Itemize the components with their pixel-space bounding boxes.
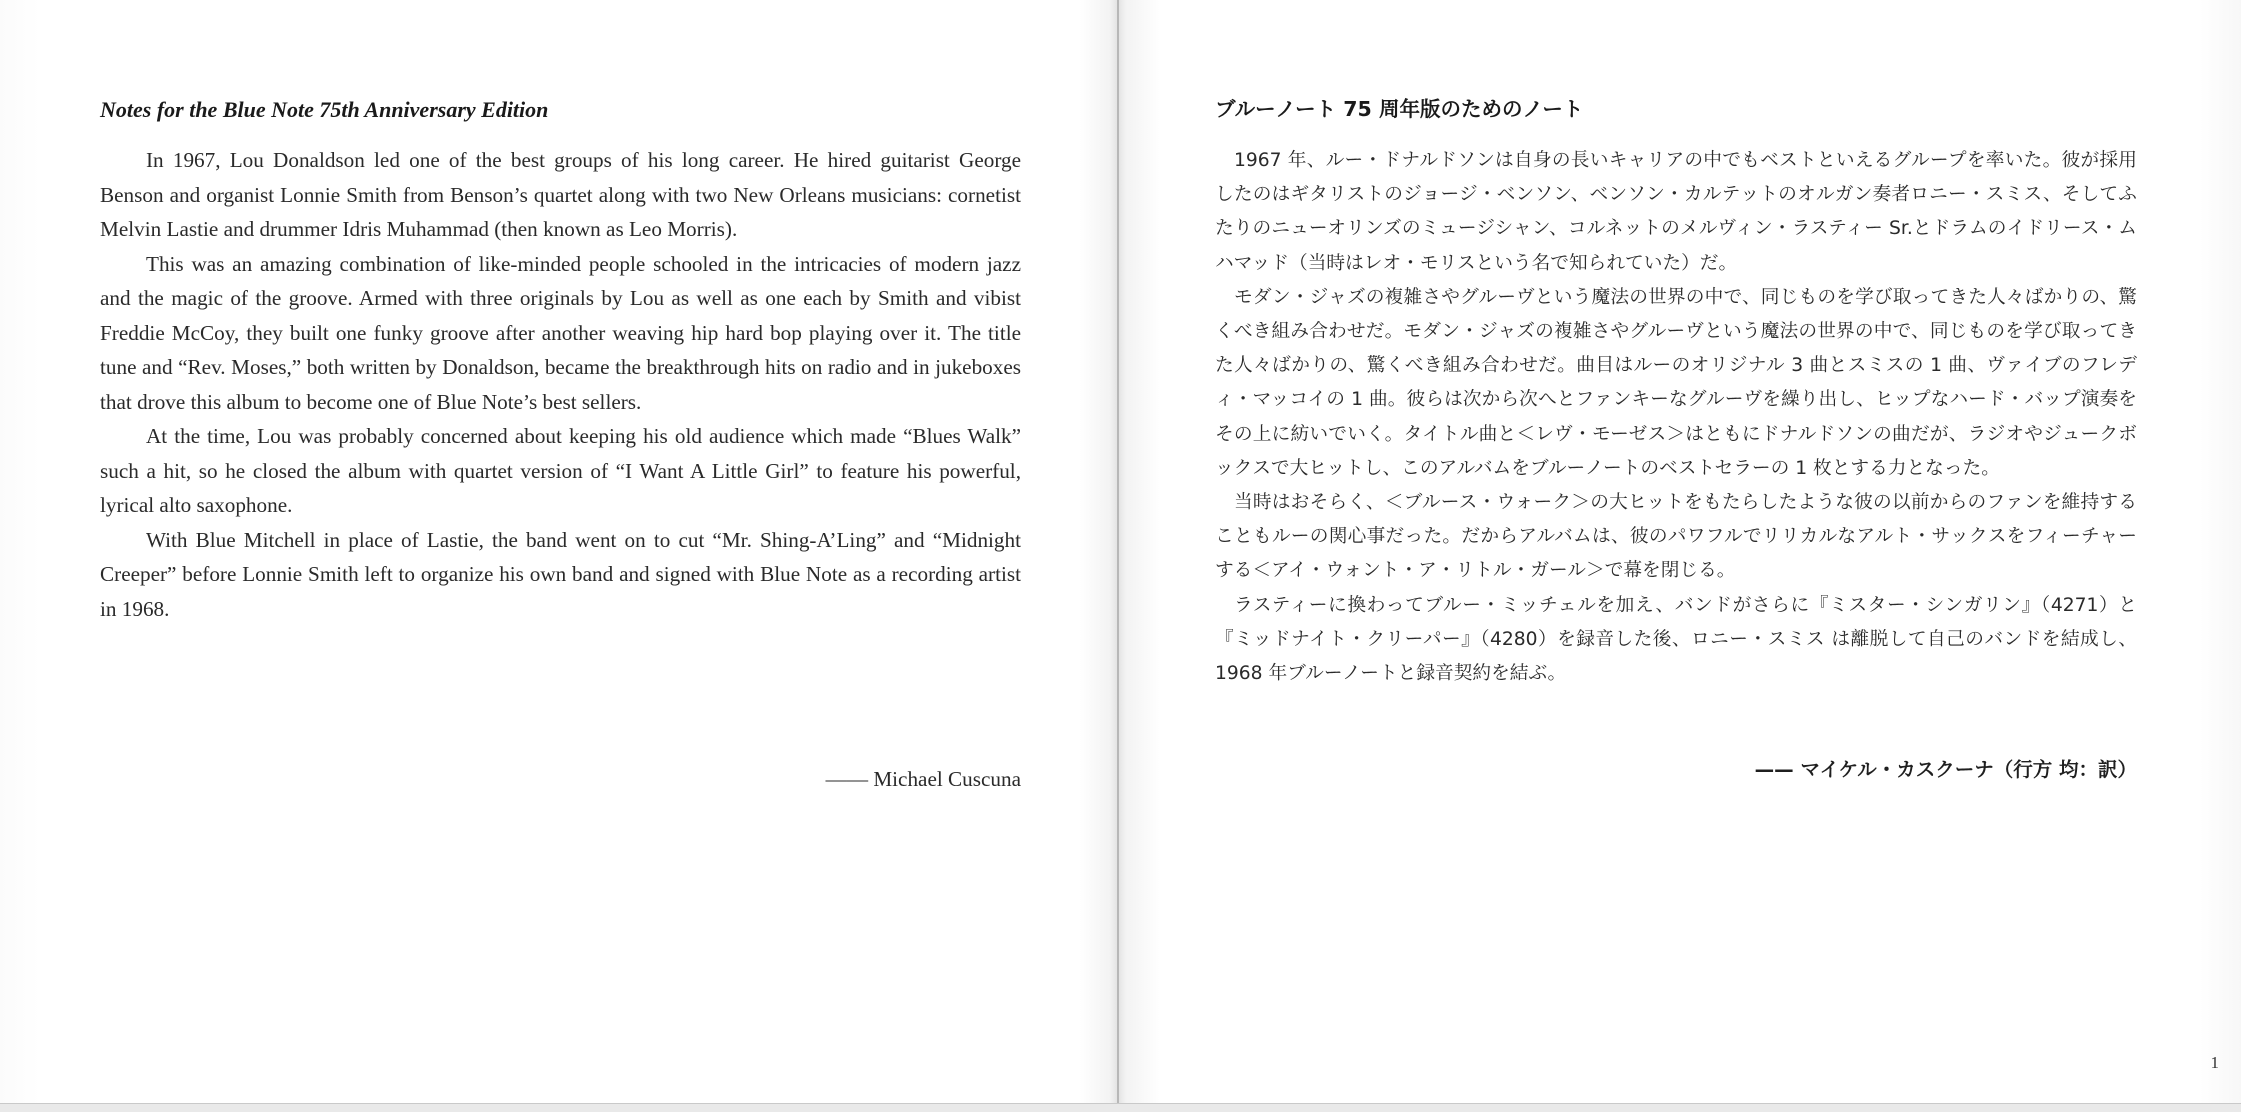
english-notes-title: Notes for the Blue Note 75th Anniversary Edition bbox=[100, 97, 549, 122]
japanese-notes-body bbox=[1215, 144, 2137, 691]
english-paragraph-1: In 1967, Lou Donaldson led one of the best groups of his long career. He hired guitarist George Benson and organist Lonnie Smith from Benson’s quartet along with two New Orleans musicians: cornetist Melvin Lastie and drummer Idris Muhammad (then known as Leo Morris). bbox=[100, 148, 1021, 241]
japanese-paragraph-2: モダン・ジャズの複雑さやグルーヴという魔法の世界の中で、同じものを学び取ってきた人々ばかりの、驚くべき組み合わせだ。モダン・ジャズの複雑さやグルーヴという魔法の世界の中で、同じものを学び取ってきた人々ばかりの、驚くべき組み合わせだ。曲目はルーのオリジナル 3 曲とスミスの 1 曲、ヴァイブのフレディ・マッコイの 1 曲。彼らは次から次へとファンキーなグルーヴを繰り出し、ヒップなハード・バップ演奏をその上に紡いでいく。タイトル曲と＜レヴ・モーゼス＞はともにドナルドソンの曲だが、ラジオやジュークボックスで大ヒットし、このアルバムをブルーノートのベストセラーの 1 枚とする力となった。 bbox=[1215, 286, 2137, 479]
japanese-paragraph-4: ラスティーに換わってブルー・ミッチェルを加え、バンドがさらに『ミスター・シンガリン』（4271）と『ミッドナイト・クリーパー』（4280）を録音した後、ロニー・スミス は離脱して自己のバンドを結成し、1968 年ブルーノートと録音契約を結ぶ。 bbox=[1215, 594, 2137, 685]
japanese-signature: —— マイケル・カスクーナ（行方 均：訳） bbox=[1754, 758, 2137, 781]
left-page-english bbox=[0, 0, 1117, 1100]
english-paragraph-4: With Blue Mitchell in place of Lastie, the band went on to cut “Mr. Shing-A’Ling” and “Midnight Creeper” before Lonnie Smith left to organize his own band and signed with Blue Note as a recording artist in 1968. bbox=[100, 527, 1021, 621]
english-paragraph-2: This was an amazing combination of like-minded people schooled in the intricacies of modern jazz and the magic of the groove. Armed with three originals by Lou as well as one each by Smith and vibist Freddie McCoy, they built one funky groove after another weaving hip hard bop playing over it. The title tune and “Rev. Moses,” both written by Donaldson, became the breakthrough hits on radio and in jukeboxes that drove this album to become one of Blue Note’s best sellers. bbox=[100, 251, 1021, 414]
english-signature: —— Michael Cuscuna bbox=[825, 767, 1021, 791]
right-page-japanese bbox=[1119, 0, 2241, 1100]
japanese-paragraph-1: 1967 年、ルー・ドナルドソンは自身の長いキャリアの中でもベストといえるグループを率いた。彼が採用したのはギタリストのジョージ・ベンソン、ベンソン・カルテットのオルガン奏者ロニー・スミス、そしてふたりのニューオリンズのミュージシャン、コルネットのメルヴィン・ラスティー Sr.とドラムのイドリース・ムハマッド（当時はレオ・モリスという名で知られていた）だ。 bbox=[1215, 150, 2137, 274]
japanese-notes-title: ブルーノート 75 周年版のためのノート bbox=[1215, 97, 1584, 121]
english-paragraph-3: At the time, Lou was probably concerned about keeping his old audience which made “Blues Walk” such a hit, so he closed the album with quartet version of “I Want A Little Girl” to feature his powerful, lyrical alto saxophone. bbox=[100, 424, 1021, 517]
page-number: 1 bbox=[2210, 1053, 2219, 1072]
japanese-paragraph-3: 当時はおそらく、＜ブルース・ウォーク＞の大ヒットをもたらしたような彼の以前からのファンを維持することもルーの関心事だった。だからアルバムは、彼のパワフルでリリカルなアルト・サックスをフィーチャーする＜アイ・ウォント・ア・リトル・ガール＞で幕を閉じる。 bbox=[1215, 492, 2137, 582]
english-notes-body bbox=[100, 143, 1021, 626]
